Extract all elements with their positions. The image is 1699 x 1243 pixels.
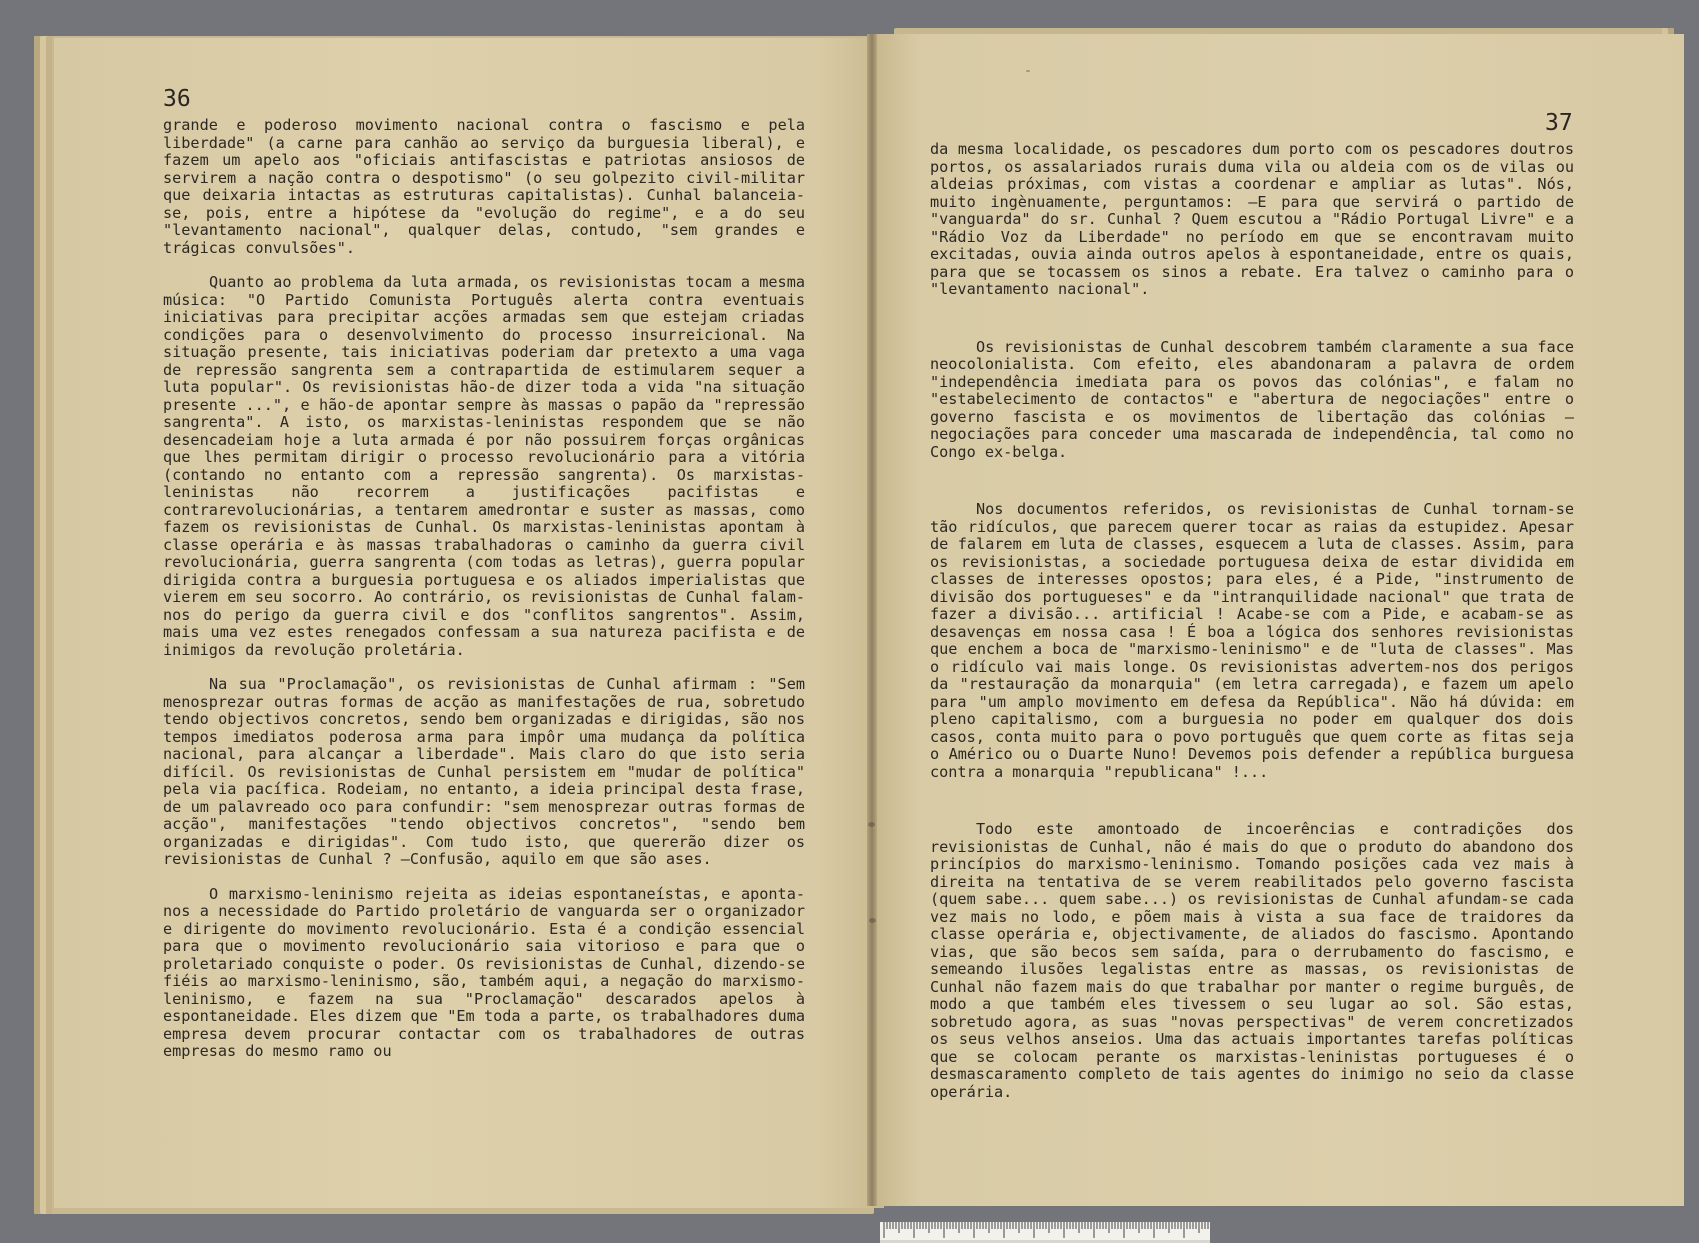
right-page-text [930, 141, 1574, 1101]
paragraph: Nos documentos referidos, os revisionistas de Cunhal tornam-se tão ridículos, que parecem querer tocar as raias da estupidez. Apesar de falarem em luta de classes, esquecem a luta de classes. Assim, para os revisionistas, a sociedade portuguesa deixa de estar dividida em classes de interesses opostos; para eles, é a Pide, "instrumento de divisão dos portugueses" e da "intranquilidade nacional" que trata de fazer a divisão... artificial ! Acabe-se com a Pide, e acabam-se as desavenças em nossa casa ! É boa a lógica dos senhores revisionistas que enchem a boca de "marxismo-leninismo" e de "luta de classes". Mas o ridículo vai mais longe. Os revisionistas advertem-nos dos perigos da "restauração da monarquia" (em letra carregada), e fazem um apelo para "um amplo movimento em defesa da República". Não há dúvida: em pleno capitalismo, com a burguesia no poder em qualquer dos dois casos, conta muito para o povo português que quem corte as fitas seja o Américo ou o Duarte Nuno! Devemos pois defender a república burguesa contra a monarquia "republicana" !... [930, 500, 1574, 781]
staple-mark [868, 822, 875, 827]
paragraph: Os revisionistas de Cunhal descobrem também claramente a sua face neocolonialista. Com efeito, eles abandonaram a palavra de ordem "independência imediata para os povos das colónias", e falam no "estabelecimento de contactos" e "abertura de negociações" entre o governo fascista e os movimentos de libertação das colónias —negociações para conceder uma mascarada de independência, tal como no Congo ex-belga. [930, 337, 1574, 461]
scale-ruler [880, 1222, 1210, 1243]
ink-dot [1026, 70, 1030, 72]
binding-gutter [867, 34, 877, 1206]
page-number-left: 36 [163, 86, 191, 112]
paragraph: da mesma localidade, os pescadores dum porto com os pescadores doutros portos, os assalariados rurais duma vila ou aldeia com os de vilas ou aldeias próximas, com vistas a coordenar e ampliar as lutas". Nós, muito ingènuamente, perguntamos: —E para que servirá o partido de "vanguarda" do sr. Cunhal ? Quem escutou a "Rádio Portugal Livre" e a "Rádio Voz da Liberdade" no período em que se encontravam muito excitadas, ouvia ainda outros apelos à espontaneidade, entre os quais, para que se tocassem os sinos a rebate. Era talvez o caminho para o "levantamento nacional". [930, 140, 1574, 298]
staple-mark [869, 918, 876, 923]
paragraph: Todo este amontoado de incoerências e contradições dos revisionistas de Cunhal, não é mais do que o produto do abandono dos princípios do marxismo-leninismo. Tomando posições cada vez mais à direita na tentativa de se verem reabilitados pelo governo fascista (quem sabe... quem sabe...) os revisionistas de Cunhal afundam-se cada vez mais no lodo, e põem mais à vista a sua face de traidores da classe operária e, objectivamente, de aliados do fascismo. Apontando vias, que são becos sem saída, para o derrubamento do fascismo, e semeando ilusões legalistas entre as massas, os revisionistas de Cunhal não fazem mais do que trabalhar por manter o regime burguês, de modo a que também eles tivessem o seu lugar ao sol. São estas, sobretudo agora, as suas "novas perspectivas" de verem concretizados os seus velhos anseios. Uma das actuais importantes tarefas políticas que se colocam perante os marxistas-leninistas portugueses é o desmascaramento completo de tais agentes do inimigo no seio da classe operária. [930, 820, 1574, 1101]
paragraph: Quanto ao problema da luta armada, os revisionistas tocam a mesma música: "O Partido Comunista Português alerta contra eventuais iniciativas para precipitar acções armadas sem que estejam criadas condições para o desenvolvimento do processo insurreicional. Na situação presente, tais iniciativas poderiam dar pretexto a uma vaga de repressão sangrenta sem a contrapartida de estimularem sequer a luta popular". Os revisionistas hão-de dizer toda a vida "na situação presente ...", e hão-de apontar sempre às massas o papão da "repressão sangrenta". A isto, os marxistas-leninistas respondem que se não desencadeiam hoje a luta armada é por não possuirem forças orgânicas que lhes permitam dirigir o processo revolucionário para a vitória (contando no entanto com a repressão sangrenta). Os marxistas-leninistas não recorrem a justificações pacifistas e contrarevolucionárias, a tentarem amedrontar e suster as massas, como fazem os revisionistas de Cunhal. Os marxistas-leninistas apontam à classe operária e às massas trabalhadoras o caminho da guerra civil revolucionária, guerra sangrenta (com todas as letras), guerra popular dirigida contra a burguesia portuguesa e os aliados imperialistas que vierem em seu socorro. Ao contrário, os revisionistas de Cunhal falam-nos do perigo da guerra civil e dos "conflitos sangrentos". Assim, mais uma vez estes renegados confessam a sua natureza pacifista e de inimigos da revolução proletária. [163, 273, 805, 659]
paragraph: O marxismo-leninismo rejeita as ideias espontaneístas, e aponta-nos a necessidade do Partido proletário de vanguarda ser o organizador e dirigente do movimento revolucionário. Esta é a condição essencial para que o movimento revolucionário saia vitorioso e para que o proletariado conquiste o poder. Os revisionistas de Cunhal, dizendo-se fiéis ao marxismo-leninismo, são, também aqui, a negação do marxismo-leninismo, e fazem na sua "Proclamação" descarados apelos à espontaneidade. Eles dizem que "Em toda a parte, os trabalhadores duma empresa devem procurar contactar com os trabalhadores de outras empresas do mesmo ramo ou [163, 884, 805, 1060]
left-page-text [163, 117, 805, 1061]
paragraph: grande e poderoso movimento nacional contra o fascismo e pela liberdade" (a carne para canhão ao serviço da burguesia liberal), e fazem um apelo aos "oficiais antifascistas e patriotas ansiosos de servirem a nação contra o despotismo" (o seu golpezito civil-militar que deixaria intactas as estruturas capitalistas). Cunhal balanceia-se, pois, entre a hipótese da "evolução do regime", e a do seu "levantamento nacional", qualquer delas, contudo, "sem grandes e trágicas convulsões". [163, 116, 805, 257]
paragraph: Na sua "Proclamação", os revisionistas de Cunhal afirmam : "Sem menosprezar outras formas de acção as manifestações de rua, sobretudo tendo objectivos concretos, sendo bem organizadas e dirigidas, são nos tempos imediatos poderosa arma para impôr uma mudança da política nacional, para alcançar a liberdade". Mais claro do que isto seria difícil. Os revisionistas de Cunhal persistem em "mudar de política" pela via pacífica. Rodeiam, no entanto, a ideia principal desta frase, de um palavreado oco para confundir: "sem menosprezar outras formas de acção", manifestações "tendo objectivos concretos", "sendo bem organizadas e dirigidas". Com tudo isto, que quererão dizer os revisionistas de Cunhal ? —Confusão, aquilo em que são ases. [163, 675, 805, 868]
page-number-right: 37 [1545, 110, 1573, 136]
ruler-ticks [880, 1222, 1210, 1243]
